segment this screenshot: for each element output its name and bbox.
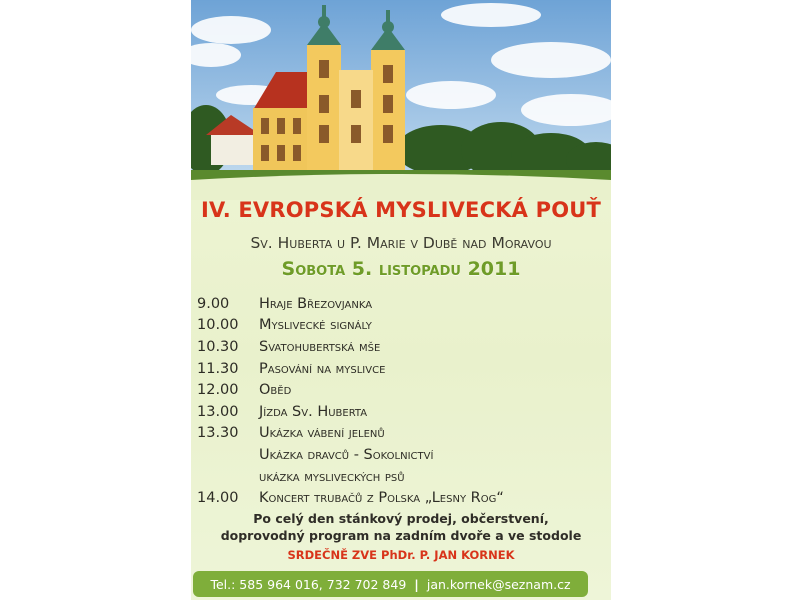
schedule-time: 14.00 — [197, 490, 239, 507]
schedule-event: ukázka mysliveckých psů — [259, 468, 405, 485]
schedule-time: 10.00 — [197, 317, 239, 334]
phone-numbers: Tel.: 585 964 016, 732 702 849 — [210, 576, 407, 592]
contact-bar — [193, 571, 588, 597]
schedule-time: 11.30 — [197, 360, 239, 377]
schedule-row — [197, 358, 607, 380]
poster-title: IV. EVROPSKÁ MYSLIVECKÁ POUŤ — [200, 198, 602, 222]
schedule-event: Pasování na myslivce — [259, 360, 386, 377]
additional-info — [191, 510, 611, 544]
schedule-time: 12.00 — [197, 382, 239, 399]
schedule-row — [197, 336, 607, 358]
event-poster — [191, 0, 611, 600]
schedule-event: Svatohubertská mše — [259, 338, 381, 355]
additional-info-line: doprovodný program na zadním dvoře a ve stodole — [220, 528, 582, 543]
church-photo — [191, 0, 611, 200]
schedule-event: Ukázka vábení jelenů — [259, 425, 385, 442]
schedule-time: 13.00 — [197, 403, 239, 420]
schedule-event: Jízda Sv. Huberta — [259, 403, 368, 420]
schedule-row — [197, 315, 607, 337]
invitation-line: SRDEČNĚ ZVE PhDr. P. JAN KORNEK — [287, 548, 515, 562]
schedule-time: 13.30 — [197, 425, 239, 442]
email-address[interactable]: jan.kornek@seznam.cz — [426, 576, 571, 592]
schedule-row — [197, 423, 607, 445]
additional-info-line: Po celý den stánkový prodej, občerstvení, — [253, 511, 549, 526]
schedule-event: Hraje Březovjanka — [259, 295, 373, 312]
schedule-time: 9.00 — [197, 295, 230, 312]
schedule-event: Koncert trubačů z Polska „Lesny Rog“ — [259, 490, 504, 507]
contact-separator: | — [414, 576, 419, 592]
schedule-event: Ukázka dravců - Sokolnictví — [259, 446, 434, 463]
schedule-row — [197, 466, 607, 488]
poster-subtitle: Sv. Huberta u P. Marie v Dubě nad Moravou — [250, 234, 552, 252]
schedule-row — [197, 487, 607, 509]
event-date: Sobota 5. listopadu 2011 — [281, 258, 521, 280]
schedule-event: Oběd — [259, 382, 292, 399]
church-illustration — [191, 0, 611, 200]
schedule-row — [197, 379, 607, 401]
schedule-row — [197, 444, 607, 466]
schedule-time: 10.30 — [197, 338, 239, 355]
schedule-row — [197, 293, 607, 315]
schedule-list — [197, 293, 607, 509]
schedule-row — [197, 401, 607, 423]
schedule-event: Myslivecké signály — [259, 317, 372, 334]
